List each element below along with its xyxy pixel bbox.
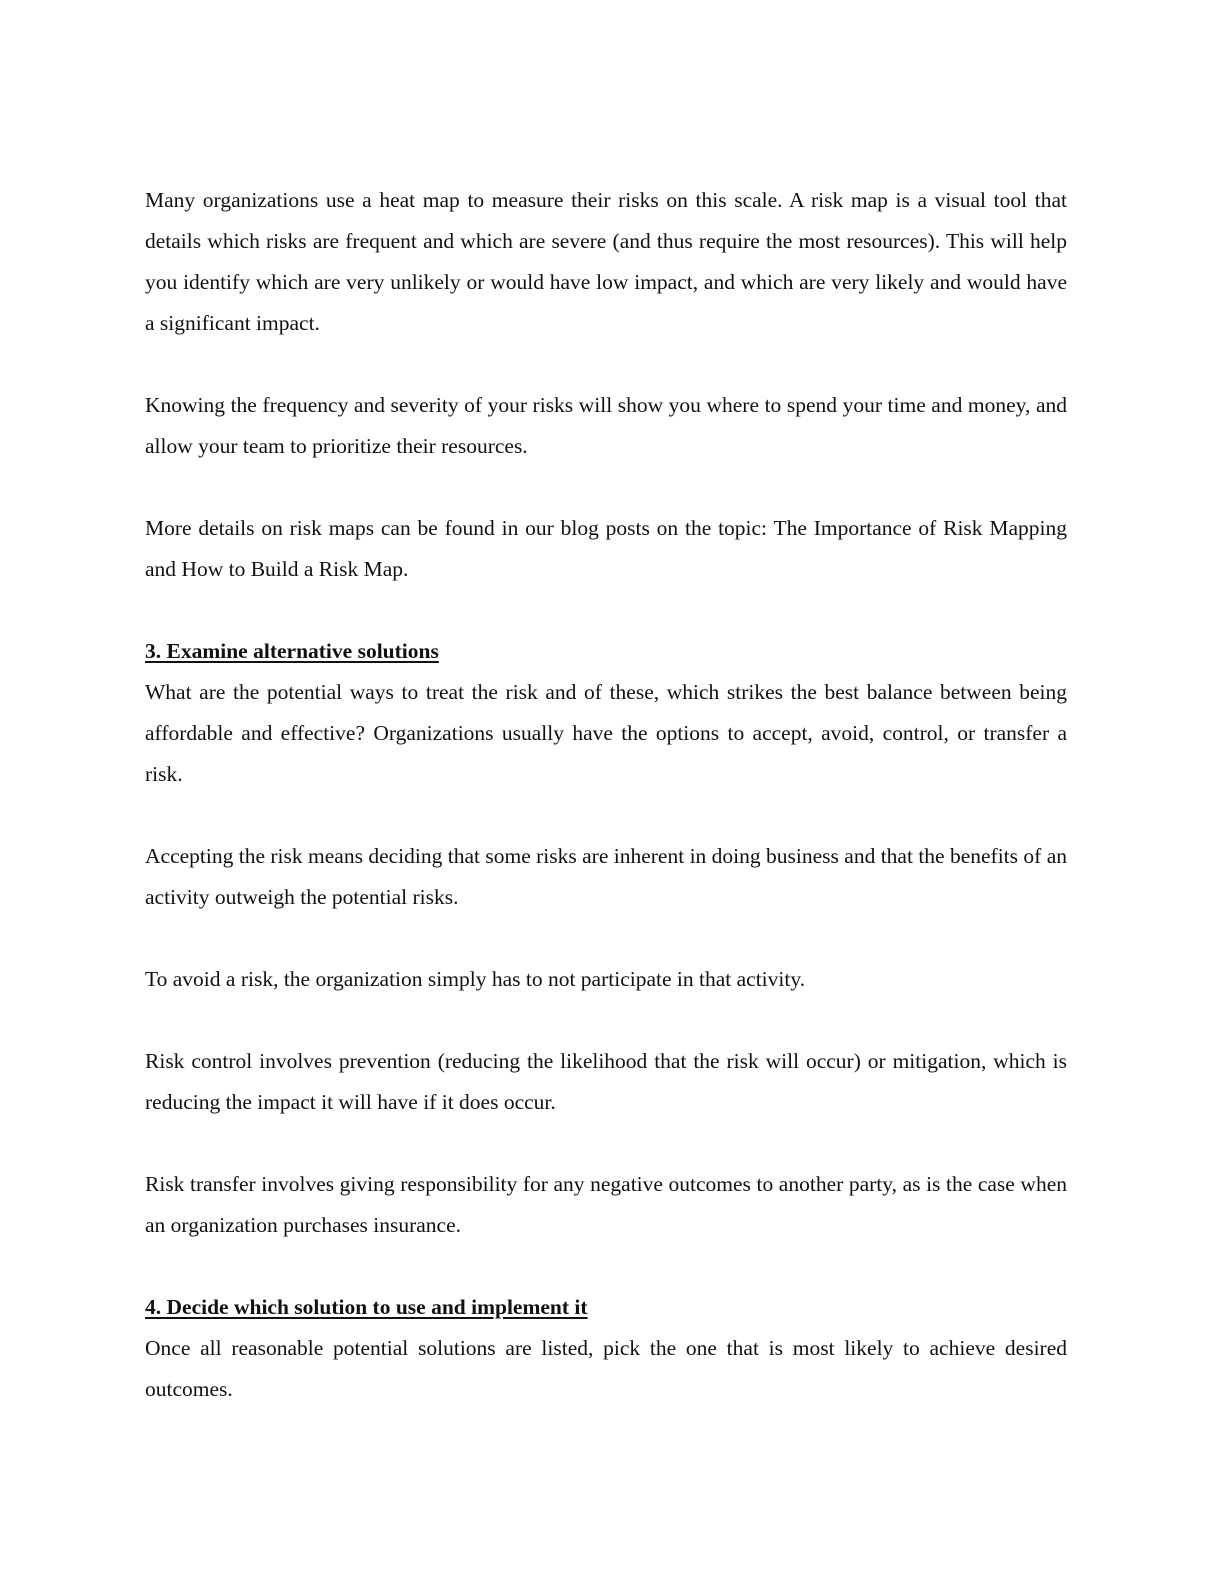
- paragraph-accept-risk: Accepting the risk means deciding that some risks are inherent in doing business and that the benefits of an activity outweigh the potential risks.: [145, 844, 1067, 909]
- paragraph-spacer: [145, 590, 1067, 631]
- paragraph-risk-maps-blog: More details on risk maps can be found in our blog posts on the topic: The Importance of Risk Mapping and How to Build a Risk Map.: [145, 516, 1067, 581]
- paragraph-treatment-options: What are the potential ways to treat the risk and of these, which strikes the best balance between being affordable and effective? Organizations usually have the options to accept, avoid, control, or transfer a risk.: [145, 680, 1067, 786]
- paragraph-heat-map: Many organizations use a heat map to measure their risks on this scale. A risk map is a visual tool that details which risks are frequent and which are severe (and thus require the most resources). This will help you identify which are very unlikely or would have low impact, and which are very likely and would have a significant impact.: [145, 188, 1067, 335]
- paragraph-spacer: [145, 344, 1067, 385]
- paragraph-spacer: [145, 795, 1067, 836]
- section-heading-examine-alternatives: 3. Examine alternative solutions: [145, 639, 439, 663]
- section-heading-decide-solution: 4. Decide which solution to use and implement it: [145, 1295, 588, 1319]
- paragraph-spacer: [145, 1246, 1067, 1287]
- paragraph-risk-control: Risk control involves prevention (reducing the likelihood that the risk will occur) or mitigation, which is reducing the impact it will have if it does occur.: [145, 1049, 1067, 1114]
- paragraph-risk-transfer: Risk transfer involves giving responsibility for any negative outcomes to another party, as is the case when an organization purchases insurance.: [145, 1172, 1067, 1237]
- paragraph-frequency-severity: Knowing the frequency and severity of your risks will show you where to spend your time and money, and allow your team to prioritize their resources.: [145, 393, 1067, 458]
- paragraph-pick-solution: Once all reasonable potential solutions are listed, pick the one that is most likely to achieve desired outcomes.: [145, 1336, 1067, 1401]
- paragraph-spacer: [145, 467, 1067, 508]
- paragraph-spacer: [145, 1000, 1067, 1041]
- paragraph-spacer: [145, 918, 1067, 959]
- paragraph-avoid-risk: To avoid a risk, the organization simply has to not participate in that activity.: [145, 967, 806, 991]
- paragraph-spacer: [145, 1123, 1067, 1164]
- document-body: [145, 180, 1067, 1410]
